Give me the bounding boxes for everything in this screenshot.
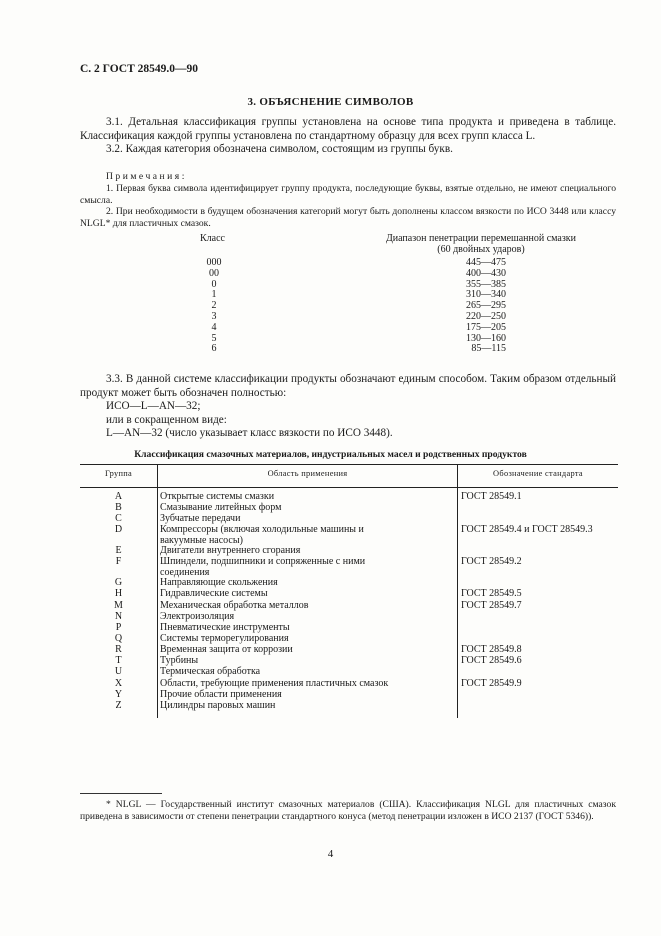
viscosity-class-value: 4: [211, 321, 217, 333]
classification-table: [80, 464, 618, 718]
viscosity-range-value: 355—385: [466, 278, 506, 290]
table-cell-area: Прочие области применения: [160, 688, 282, 700]
viscosity-col-range: [372, 234, 590, 256]
page-header: С. 2 ГОСТ 28549.0—90: [80, 63, 199, 75]
viscosity-class-value: 6: [211, 343, 217, 355]
table-cell-standard: ГОСТ 28549.5: [461, 588, 522, 600]
table-cell-area: Открытые системы смазки: [160, 491, 275, 502]
table-cell-group: N: [114, 610, 123, 622]
viscosity-range-value: 400—430: [466, 267, 506, 279]
table-cell-standard: ГОСТ 28549.8: [461, 644, 522, 656]
table-cell-standard: ГОСТ 28549.4 и ГОСТ 28549.3: [461, 524, 593, 536]
paragraph-3-2: 3.2. Каждая категория обозначена символом, состоящим из группы букв.: [106, 143, 453, 155]
table-cell-standard: ГОСТ 28549.9: [461, 677, 522, 689]
designation-short-intro: или в сокращенном виде:: [106, 413, 227, 426]
viscosity-col-range-line1: Диапазон пенетрации перемешанной смазки: [385, 233, 577, 244]
table-cell-area: Компрессоры (включая холодильные машины и вакуумные насосы): [160, 524, 364, 546]
table-cell-area: Пневматические инструменты: [160, 621, 290, 633]
viscosity-col-range-line2: (60 двойных ударов): [437, 243, 525, 255]
table-top-rule: [80, 464, 618, 465]
viscosity-class-value: 00: [209, 267, 219, 279]
viscosity-range-value: 85—115: [471, 343, 506, 355]
table-cell-group: G: [114, 577, 123, 589]
table-cell-area: Смазывание литейных форм: [160, 502, 282, 514]
notes-title: Примечания:: [106, 171, 187, 182]
table-cell-group: R: [115, 644, 122, 656]
note-2: 2. При необходимости в будущем обозначения категорий могут быть дополнены классом вязкости по ИСО 3448 или классу NLGL* для пластичных смазок.: [80, 206, 616, 230]
table-cell-area: Турбины: [160, 655, 199, 667]
viscosity-class-value: 3: [211, 311, 217, 322]
table-cell-area: Области, требующие применения пластичных смазок: [160, 677, 389, 689]
section-title: 3. ОБЪЯСНЕНИЕ СИМВОЛОВ: [247, 96, 414, 108]
table-cell-area: Зубчатые передачи: [160, 513, 241, 525]
table-cell-standard: ГОСТ 28549.1: [461, 491, 522, 502]
viscosity-class-value: 1: [211, 289, 217, 301]
viscosity-range-value: 220—250: [466, 311, 506, 322]
table-cell-group: F: [115, 556, 122, 568]
table-cell-group: Q: [114, 632, 123, 644]
viscosity-range-value: 175—205: [466, 321, 506, 333]
table-cell-area: Термическая обработка: [160, 666, 261, 678]
table-cell-group: X: [114, 677, 123, 689]
paragraph-3-1: 3.1. Детальная классификация группы установлена на основе типа продукта и приведена в таблице. Классификация каждой группы установлена по стандартному образцу для всех групп класса L.: [80, 116, 616, 142]
table-cell-group: Y: [114, 688, 123, 700]
table-cell-group: E: [115, 545, 122, 557]
table-cell-area: Шпиндели, подшипники и сопряженные с ними соединения: [160, 556, 366, 578]
table-cell-standard: ГОСТ 28549.2: [461, 556, 522, 568]
table-cell-group: C: [115, 513, 122, 525]
viscosity-range-value: 265—295: [466, 300, 506, 312]
table-cell-area: Электроизоляция: [160, 610, 235, 622]
table-cell-standard: ГОСТ 28549.6: [461, 655, 522, 667]
table-header-rule: [80, 487, 618, 488]
col-header-group: Группа: [104, 469, 133, 478]
col-header-standard: Обозначение стандарта: [493, 469, 583, 478]
page-number: 4: [327, 848, 334, 860]
viscosity-col-class: Класс: [200, 233, 225, 244]
table-cell-area: Цилиндры паровых машин: [160, 699, 276, 711]
viscosity-class-value: 000: [206, 257, 222, 268]
table-cell-group: A: [114, 491, 123, 502]
body-paragraphs: [80, 116, 616, 157]
note-1: 1. Первая буква символа идентифицирует группу продукта, последующие буквы, взятые отдельно, не имеют специального смысла.: [80, 182, 616, 206]
table-cell-group: T: [115, 655, 122, 667]
table-cell-group: B: [115, 502, 122, 514]
viscosity-class-value: 2: [211, 300, 217, 312]
col-header-area: Область применения: [267, 469, 348, 478]
table-cell-area: Двигатели внутреннего сгорания: [160, 545, 301, 557]
table-cell-area: Гидравлические системы: [160, 588, 268, 600]
table-cell-group: D: [114, 524, 123, 536]
designation-full: ИСО—L—AN—32;: [106, 400, 201, 412]
footnote: * NLGL — Государственный институт смазочных материалов (США). Классификация NLGL для пластичных смазок приведена в зависимости от степени пенетрации стандартного конуса (метод пенетрации изложен в ИСО 2137 (ГОСТ 5346)).: [80, 799, 616, 822]
table-cell-group: Z: [115, 699, 122, 711]
table-cell-area: Системы терморегулирования: [160, 632, 289, 644]
classification-table-title: Классификация смазочных материалов, индустриальных масел и родственных продуктов: [134, 449, 527, 460]
table-cell-area: Механическая обработка металлов: [160, 599, 309, 611]
notes: [80, 171, 616, 230]
table-cell-group: M: [114, 599, 123, 611]
table-cell-group: U: [114, 666, 123, 678]
table-cell-group: H: [114, 588, 123, 600]
viscosity-range-value: 310—340: [466, 289, 506, 301]
viscosity-class-value: 5: [211, 332, 217, 344]
table-cell-area: Направляющие скольжения: [160, 577, 278, 589]
paragraph-3-3-block: [80, 373, 616, 441]
table-cell-area: Временная защита от коррозии: [160, 644, 293, 656]
footnote-separator: [80, 793, 162, 794]
viscosity-range-value: 445—475: [466, 257, 506, 268]
table-cell-standard: ГОСТ 28549.7: [461, 599, 522, 611]
designation-short: L—AN—32 (число указывает класс вязкости по ИСО 3448).: [106, 427, 393, 439]
viscosity-class-value: 0: [211, 278, 217, 290]
table-cell-group: P: [115, 621, 122, 633]
viscosity-range-value: 130—160: [466, 332, 506, 344]
table-col-divider-2: [457, 464, 458, 718]
paragraph-3-3: 3.3. В данной системе классификации продукты обозначают единым способом. Таким образом отдельный продукт может быть обозначен полностью:: [80, 373, 616, 399]
table-col-divider-1: [157, 464, 158, 718]
